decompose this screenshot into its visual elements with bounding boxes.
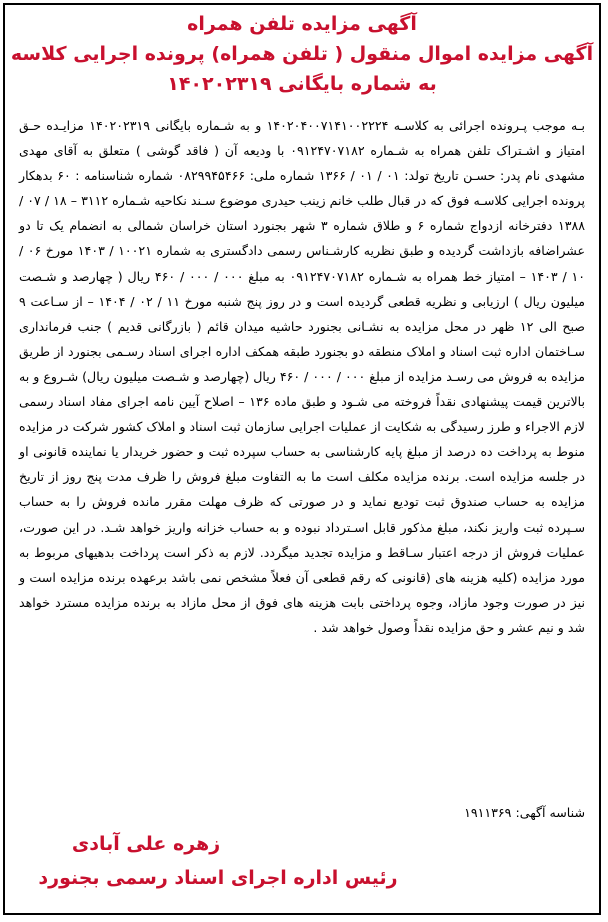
- archive-number-line: به شماره بایگانی ۱۴۰۲۰۲۳۱۹: [167, 73, 437, 95]
- notice-header: [5, 9, 599, 99]
- notice-title: آگهی مزایده تلفن همراه: [187, 13, 417, 35]
- notice-subtitle: آگهی مزایده اموال منقول ( تلفن همراه) پرونده اجرایی کلاسه: [10, 43, 594, 65]
- notice-frame: [3, 3, 601, 915]
- notice-id: شناسه آگهی: ۱۹۱۱۳۶۹: [464, 805, 585, 820]
- signatory-title: رئیس اداره اجرای اسناد رسمی بجنورد: [38, 867, 398, 889]
- notice-body: بـه موجب پـرونده اجرائی به کلاسـه ۱۴۰۲۰۴۰۰۷۱۴۱۰۰۲۲۲۴ و به شـماره بایگانی ۱۴۰۲۰۲۳۱۹ مزایـده حـق امتیاز و اشـتراک تلفن همراه به شـماره ۰۹۱۲۴۷۰۷۱۸۲ با ودیعه آن ( فاقد گوشی ) متعلق به آقای مهدی مشهدی نام پدر: حسـن تاریخ تولد: ۰۱ / ۰۱ / ۱۳۶۶ شماره ملی: ۰۸۲۹۹۴۵۴۶۶ شماره شناسنامه : ۶۰ بدهکار پرونده اجرایی کلاسـه فوق که در قبال طلب خانم زینب حیدری موضوع سـند نکاحیه شـماره ۳۱۱۲ – ۱۸ / ۰۷ / ۱۳۸۸ دفترخانه ازدواج شماره ۶ و طلاق شماره ۳ شهر بجنورد استان خراسان شمالی به انضمام یک تا دو عشراضافه بازداشت گردیده و طبق نظریه کارشـناس رسمی دادگستری به شماره ۱۰۰۲۱ / ۱۴۰۳ مورخ ۰۶ / ۱۰ / ۱۴۰۳ – امتیاز خط همراه به شـماره ۰۹۱۲۴۷۰۷۱۸۲ به مبلغ ۰۰۰ / ۰۰۰ / ۴۶۰ ریال ( چهارصد و شـصت میلیون ریال ) ارزیابی و نظریه قطعی گردیده است و در روز پنج شنبه مورخ ۱۱ / ۰۲ / ۱۴۰۴ – از سـاعت ۹ صبح الی ۱۲ ظهر در محل مزایده به نشـانی بجنورد حاشیه میدان قائم ( بازرگانی قدیم ) جنب فرمانداری سـاختمان اداره ثبت اسناد و املاک منطقه دو بجنورد طبقه همکف اداره اجرای اسناد رسـمی بجنورد از طریق مزایده به فروش می رسـد مزایده از مبلغ ۰۰۰ / ۰۰۰ / ۴۶۰ ریال (چهارصد و شـصت میلیون ریال) شـروع و به بالاترین قیمت پیشنهادی نقداً فروخته می شـود و طبق ماده ۱۳۶ – اصلاح آیین نامه اجرای مفاد اسناد رسمی لازم الاجراء و طرز رسیدگی به شکایت از عملیات اجرایی سازمان ثبت اسناد و املاک کشور شرکت در مزایده منوط به پرداخت ده درصد از مبلغ پایه کارشناسی به حساب سپرده ثبت و حضور خریدار یا نماینده قانونی او در جلسه مزایده است. برنده مزایده مکلف است ما به التفاوت مبلغ فروش را ظرف مدت پنج روز از تاریخ مزایده به حساب صندوق ثبت تودیع نماید و در صورتی که ظرف مهلت مقرر مانده فروش را به حساب سـپرده ثبت واریز نکند، مبلغ مذکور قابل اسـترداد نبوده و به حساب خزانه واریز خواهد شـد. در این صورت، عملیات فروش از درجه اعتبار سـاقط و مزایده تجدید میگردد. لازم به ذکر است پرداخت بدهیهای مربوط به مورد مزایده (کلیه هزینه های (قانونی که رقم قطعی آن فعلاً مشخص نمی باشد برعهده برنده مزایده است و نیز در صورت وجود مازاد، وجوه پرداختی بابت هزینه های فوق از محل مازاد به برنده مزایده مسترد خواهد شد و نیم عشر و حق مزایده نقداً وصول خواهد شد .: [19, 118, 586, 635]
- signatory-name: زهره علی آبادی: [71, 833, 221, 855]
